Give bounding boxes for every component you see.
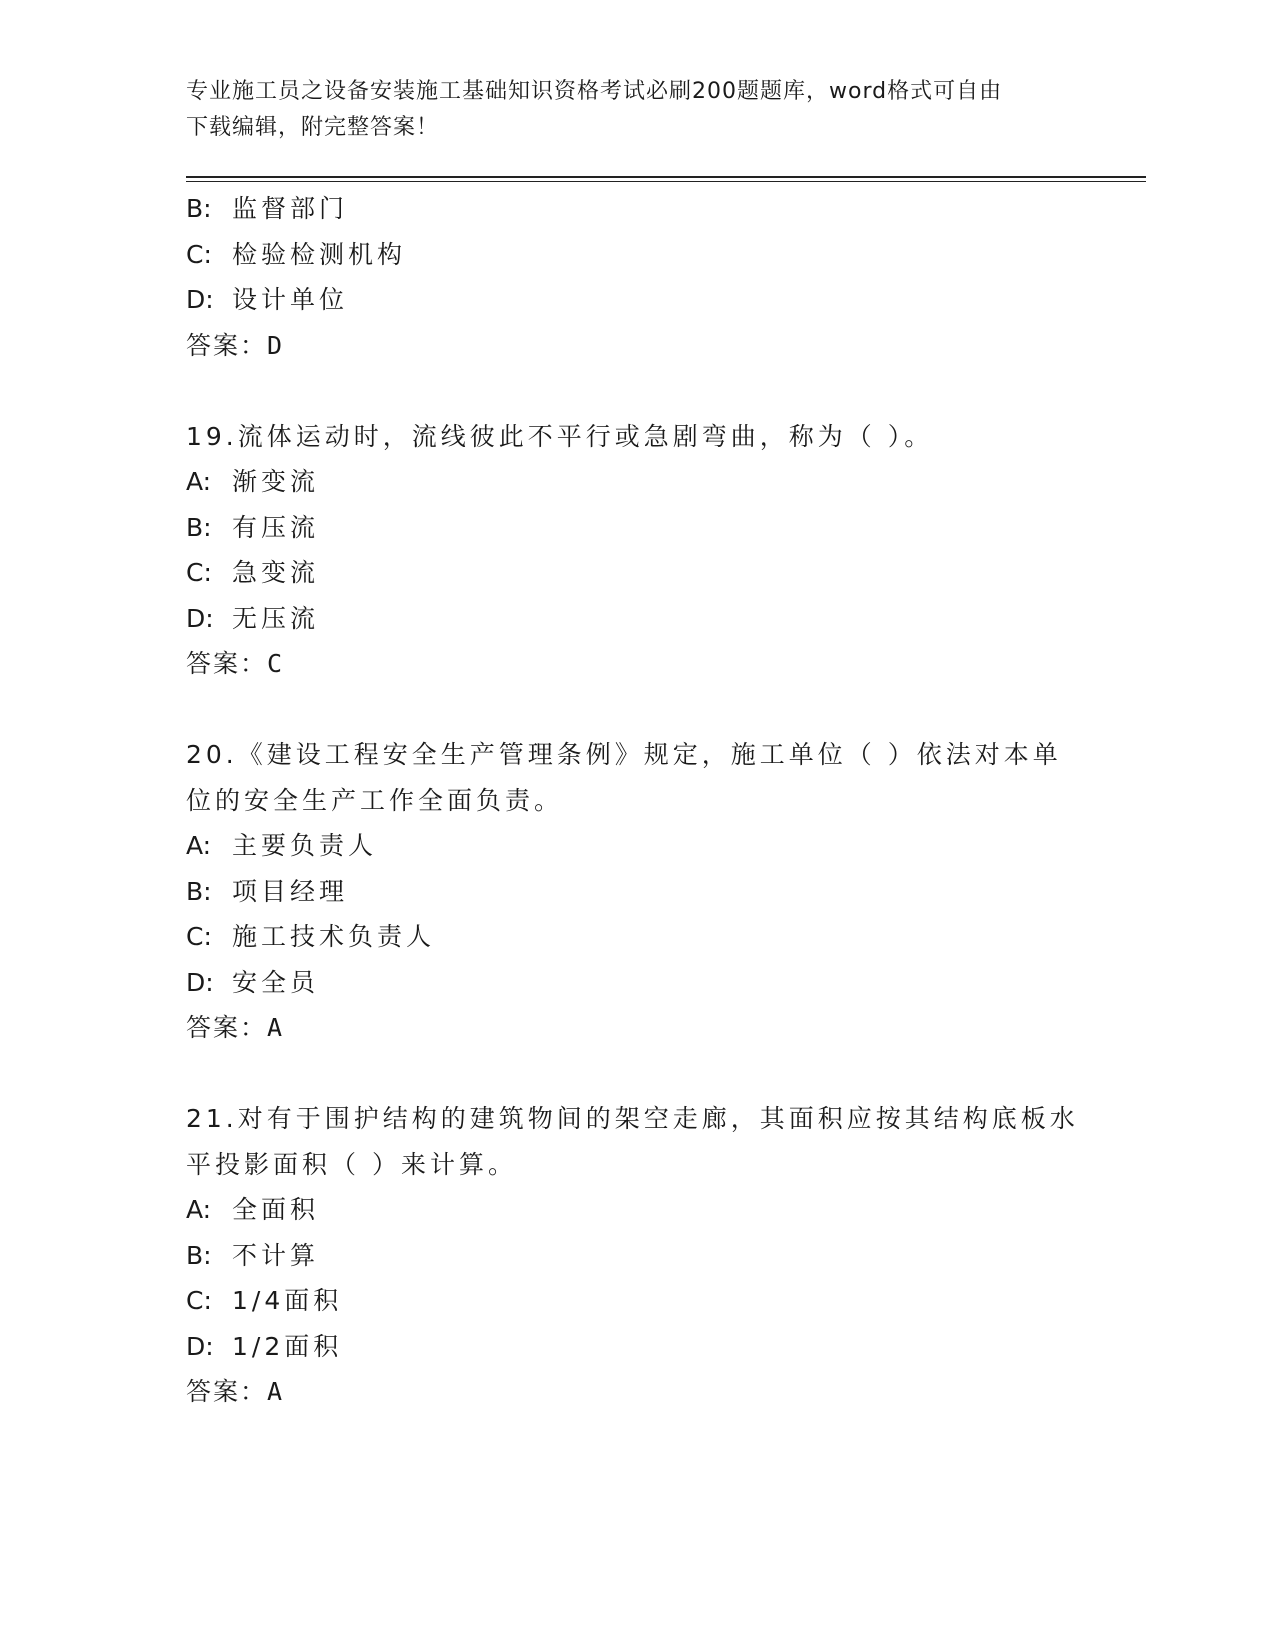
option-text: 安全员 <box>232 967 320 997</box>
option-text: 全面积 <box>232 1195 320 1224</box>
q18-option-d <box>186 277 1086 323</box>
option-text: 不计算 <box>232 1240 320 1270</box>
header-divider-thick <box>186 176 1146 178</box>
q21-stem-line-1: 21.对有于围护结构的建筑物间的架空走廊，其面积应按其结构底板水 <box>186 1104 1079 1133</box>
option-letter: A: <box>186 467 212 496</box>
q20-option-c <box>186 914 1086 960</box>
option-letter: D: <box>186 603 214 633</box>
q20-option-b <box>186 869 1086 915</box>
option-text: 渐变流 <box>232 467 320 496</box>
header-divider-thin <box>186 181 1146 182</box>
option-letter: C: <box>186 239 212 269</box>
q18-option-b <box>186 186 1086 232</box>
option-letter: C: <box>186 922 212 951</box>
option-letter: B: <box>186 512 212 542</box>
option-text: 监督部门 <box>232 194 349 223</box>
q18-answer: 答案：D <box>186 330 285 360</box>
q20-stem-line-2: 位的安全生产工作全面负责。 <box>186 785 564 815</box>
document-header <box>186 74 1066 146</box>
option-letter: D: <box>186 1331 214 1361</box>
option-text: 无压流 <box>232 603 320 633</box>
q19-option-a <box>186 459 1086 505</box>
option-text: 1/4面积 <box>232 1286 343 1315</box>
option-letter: D: <box>186 967 214 997</box>
q20-answer: 答案：A <box>186 1013 285 1042</box>
q20-option-a <box>186 823 1086 869</box>
option-text: 有压流 <box>232 512 320 542</box>
q20-stem-line-1: 20.《建设工程安全生产管理条例》规定，施工单位（ ）依法对本单 <box>186 740 1062 769</box>
header-line-2: 下载编辑，附完整答案！ <box>186 115 440 140</box>
option-letter: A: <box>186 831 212 860</box>
option-text: 项目经理 <box>232 876 349 906</box>
option-letter: C: <box>186 1286 212 1315</box>
option-text: 施工技术负责人 <box>232 922 436 951</box>
question-content <box>186 186 1086 1415</box>
q20-option-d <box>186 960 1086 1006</box>
option-letter: D: <box>186 285 214 314</box>
q19-option-c <box>186 550 1086 596</box>
q21-stem-line-2: 平投影面积（ ）来计算。 <box>186 1149 517 1179</box>
q21-option-a <box>186 1187 1086 1233</box>
option-letter: B: <box>186 1240 212 1270</box>
q21-answer: 答案：A <box>186 1377 285 1406</box>
option-letter: B: <box>186 194 212 223</box>
option-letter: A: <box>186 1195 212 1224</box>
q19-answer: 答案：C <box>186 649 285 678</box>
option-text: 主要负责人 <box>232 831 378 860</box>
option-letter: B: <box>186 876 212 906</box>
option-text: 检验检测机构 <box>232 239 407 269</box>
option-letter: C: <box>186 558 212 587</box>
q19-option-b <box>186 505 1086 551</box>
q19-stem: 19.流体运动时，流线彼此不平行或急剧弯曲，称为（ ）。 <box>186 421 934 451</box>
q19-option-d <box>186 596 1086 642</box>
option-text: 1/2面积 <box>232 1331 343 1361</box>
q21-option-d <box>186 1324 1086 1370</box>
header-line-1: 专业施工员之设备安装施工基础知识资格考试必刷200题题库，word格式可自由 <box>186 79 1003 104</box>
q21-option-b <box>186 1233 1086 1279</box>
q18-option-c <box>186 232 1086 278</box>
option-text: 设计单位 <box>232 285 349 314</box>
q21-option-c <box>186 1278 1086 1324</box>
option-text: 急变流 <box>232 558 320 587</box>
